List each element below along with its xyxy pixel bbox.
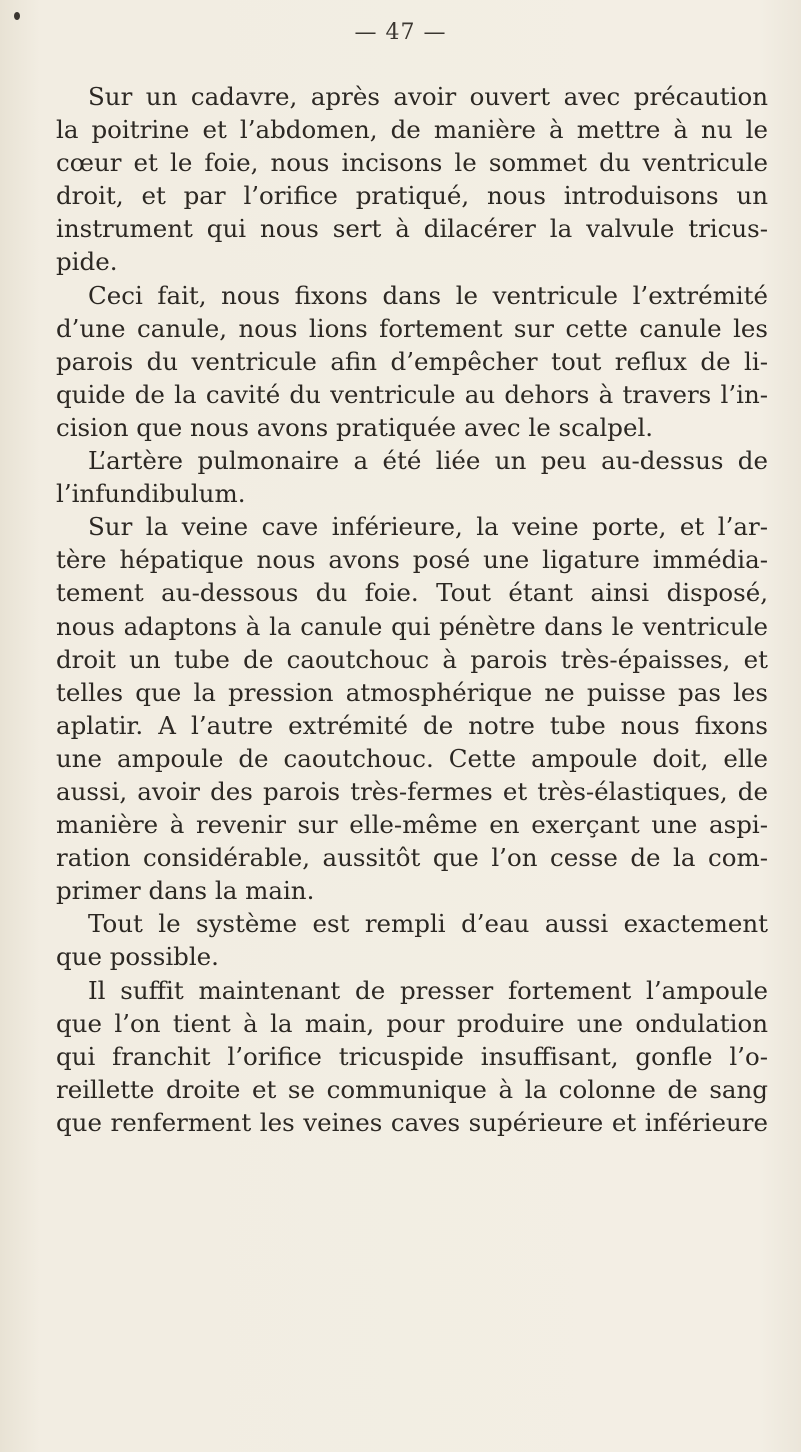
text-line: droit, et par l’orifice pratiqué, nous introduisons un bbox=[56, 181, 768, 211]
ink-spot bbox=[14, 12, 20, 20]
text-line: quide de la cavité du ventricule au dehors à travers l’in- bbox=[56, 379, 768, 409]
text-line: L’artère pulmonaire a été liée un peu au-dessus de bbox=[88, 446, 768, 476]
text-line: Tout le système est rempli d’eau aussi exactement bbox=[88, 909, 768, 939]
text-line: Il suffit maintenant de presser fortement l’ampoule bbox=[88, 975, 768, 1005]
text-line: nous adaptons à la canule qui pénètre dans le ventricule bbox=[56, 611, 768, 641]
text-line: primer dans la main. bbox=[56, 876, 315, 906]
text-line: reillette droite et se communique à la colonne de sang bbox=[56, 1074, 768, 1104]
text-line: aussi, avoir des parois très-fermes et très-élastiques, de bbox=[56, 776, 768, 806]
text-line: tement au-dessous du foie. Tout étant ainsi disposé, bbox=[56, 578, 768, 608]
text-line: que renferment les veines caves supérieure et inférieure bbox=[56, 1107, 768, 1137]
text-line: que l’on tient à la main, pour produire une ondulation bbox=[56, 1008, 768, 1038]
text-line: parois du ventricule afin d’empêcher tout reflux de li- bbox=[56, 346, 768, 376]
text-line: droit un tube de caoutchouc à parois très-épaisses, et bbox=[56, 644, 768, 674]
text-line: Ceci fait, nous fixons dans le ventricule l’extrémité bbox=[88, 280, 768, 310]
text-line: ration considérable, aussitôt que l’on cesse de la com- bbox=[56, 843, 768, 873]
text-line: cœur et le foie, nous incisons le sommet du ventricule bbox=[56, 148, 768, 178]
text-line: Sur la veine cave inférieure, la veine porte, et l’ar- bbox=[88, 512, 768, 542]
text-line: manière à revenir sur elle-même en exerçant une aspi- bbox=[56, 810, 768, 840]
text-line: l’infundibulum. bbox=[56, 479, 246, 509]
page-number: — 47 — bbox=[354, 20, 447, 45]
body-text bbox=[56, 80, 768, 1139]
text-line: aplatir. A l’autre extrémité de notre tube nous fixons bbox=[56, 710, 768, 740]
text-line: tère hépatique nous avons posé une ligature immédia- bbox=[56, 545, 768, 575]
text-line: une ampoule de caoutchouc. Cette ampoule doit, elle bbox=[56, 743, 768, 773]
text-line: Sur un cadavre, après avoir ouvert avec précaution bbox=[88, 82, 768, 111]
text-line: telles que la pression atmosphérique ne puisse pas les bbox=[56, 677, 768, 707]
text-line: pide. bbox=[56, 247, 118, 277]
text-line: que possible. bbox=[56, 942, 219, 972]
text-line: qui franchit l’orifice tricuspide insuffisant, gonfle l’o- bbox=[56, 1041, 768, 1071]
text-line: instrument qui nous sert à dilacérer la valvule tricus- bbox=[56, 214, 768, 244]
text-line: cision que nous avons pratiquée avec le scalpel. bbox=[56, 412, 654, 442]
text-line: la poitrine et l’abdomen, de manière à mettre à nu le bbox=[56, 115, 768, 145]
text-line: d’une canule, nous lions fortement sur cette canule les bbox=[56, 313, 768, 343]
